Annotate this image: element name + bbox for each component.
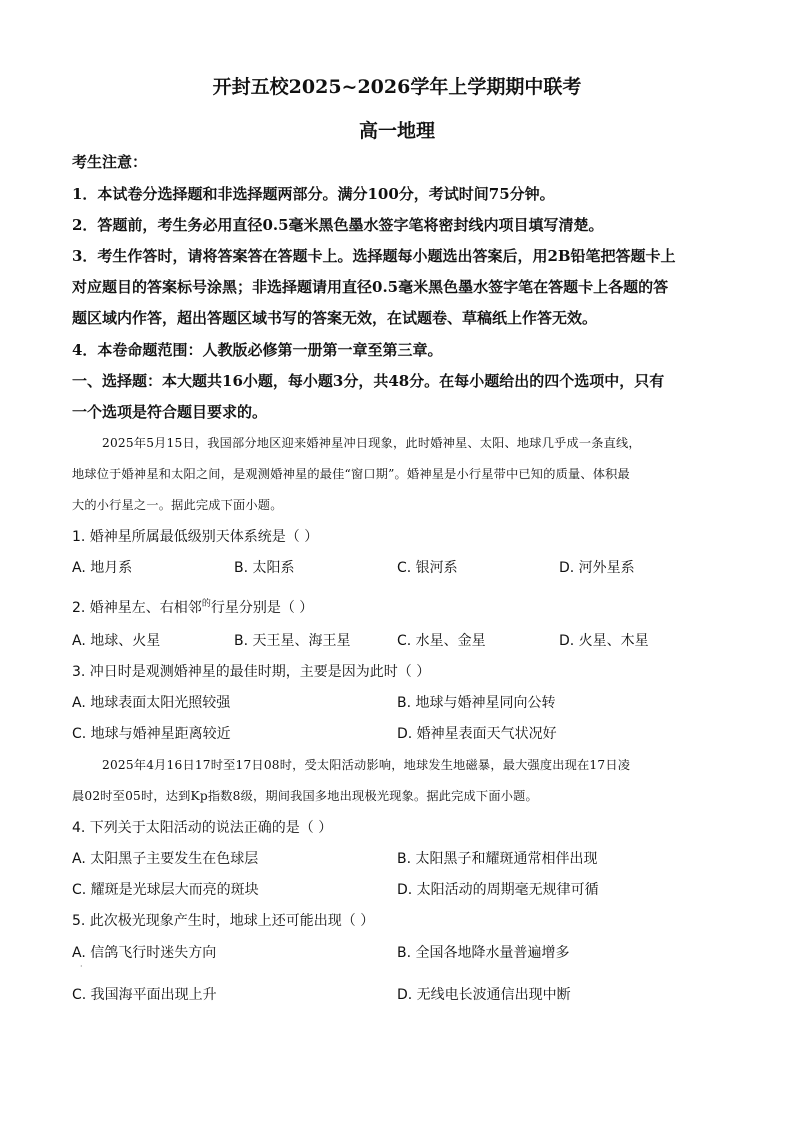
notice-item-4: 4．本卷命题范围：人教版必修第一册第一章至第三章。 — [72, 341, 443, 359]
exam-subject: 高一地理 — [358, 120, 435, 142]
question-2-option-c: C. 水星、金星 — [397, 633, 486, 649]
question-1-option-d: D. 河外星系 — [559, 560, 635, 576]
question-4-option-b: B. 太阳黑子和耀斑通常相伴出现 — [397, 851, 598, 867]
question-3-option-c: C. 地球与婚神星距离较近 — [72, 726, 231, 742]
passage-1-line-1: 2025年5月15日，我国部分地区迎来婚神星冲日现象，此时婚神星、太阳、地球几乎成一条直线， — [102, 436, 641, 450]
question-5-option-a: A. 信鸽飞行时迷失方向 — [72, 945, 217, 961]
question-2-stem — [72, 597, 313, 617]
exam-title: 开封五校2025~2026学年上学期期中联考 — [212, 76, 582, 98]
question-5-option-d: D. 无线电长波通信出现中断 — [397, 987, 571, 1003]
notice-item-2: 2．答题前，考生务必用直径0.5毫米黑色墨水签字笔将密封线内项目填写清楚。 — [72, 216, 604, 234]
question-2-option-d: D. 火星、木星 — [559, 633, 649, 649]
question-4-option-c: C. 耀斑是光球层大而亮的斑块 — [72, 882, 259, 898]
question-5-option-b: B. 全国各地降水量普遍增多 — [397, 945, 570, 961]
passage-2-line-2: 晨02时至05时，达到Kp指数8级，期间我国多地出现极光现象。据此完成下面小题。 — [72, 789, 538, 803]
question-1-option-b: B. 太阳系 — [234, 560, 295, 576]
passage-1-line-2: 地球位于婚神星和太阳之间，是观测婚神星的最佳“窗口期”。婚神星是小行星带中已知的质量、体积最 — [72, 467, 630, 481]
question-3-option-a: A. 地球表面太阳光照较强 — [72, 695, 231, 711]
question-3-option-d: D. 婚神星表面天气状况好 — [397, 726, 557, 742]
question-5-stem: 5. 此次极光现象产生时，地球上还可能出现（ ） — [72, 913, 375, 929]
passage-1-line-3: 大的小行星之一。据此完成下面小题。 — [72, 498, 283, 512]
question-5-option-c: C. 我国海平面出现上升 — [72, 987, 217, 1003]
question-3-option-b: B. 地球与婚神星同向公转 — [397, 695, 556, 711]
question-3-stem: 3. 冲日时是观测婚神星的最佳时期，主要是因为此时（ ） — [72, 664, 431, 680]
notice-item-1: 1．本试卷分选择题和非选择题两部分。满分100分，考试时间75分钟。 — [72, 185, 555, 203]
question-2-option-a: A. 地球、火星 — [72, 633, 161, 649]
notice-item-3-cont: 对应题目的答案标号涂黑；非选择题请用直径0.5毫米黑色墨水签字笔在答题卡上各题的答 — [72, 278, 669, 296]
question-4-option-a: A. 太阳黑子主要发生在色球层 — [72, 851, 259, 867]
notice-item-3-cont2: 题区域内作答，超出答题区域书写的答案无效，在试题卷、草稿纸上作答无效。 — [72, 309, 598, 327]
notice-heading: 考生注意： — [72, 153, 148, 171]
question-2-option-b: B. 天王星、海王星 — [234, 633, 351, 649]
question-1-option-c: C. 银河系 — [397, 560, 458, 576]
question-4-option-d: D. 太阳活动的周期毫无规律可循 — [397, 882, 599, 898]
question-2-stem-mark: 的 — [201, 599, 211, 609]
passage-2-line-1: 2025年4月16日17时至17日08时，受太阳活动影响，地球发生地磁暴，最大强度出现在17日凌 — [102, 758, 631, 772]
section-1-heading-cont: 一个选项是符合题目要求的。 — [72, 403, 268, 421]
stray-dot-mark: · — [80, 962, 83, 971]
notice-item-3: 3．考生作答时，请将答案答在答题卡上。选择题每小题选出答案后，用2B铅笔把答题卡上 — [72, 247, 676, 265]
question-2-stem-part-2: 行星分别是（ ） — [210, 600, 314, 616]
question-4-stem: 4. 下列关于太阳活动的说法正确的是（ ） — [72, 820, 333, 836]
question-1-stem: 1. 婚神星所属最低级别天体系统是（ ） — [72, 529, 319, 545]
question-2-stem-part-1: 2. 婚神星左、右相邻 — [72, 600, 202, 616]
question-1-option-a: A. 地月系 — [72, 560, 133, 576]
section-1-heading: 一、选择题：本大题共16小题，每小题3分，共48分。在每小题给出的四个选项中，只有 — [72, 372, 665, 390]
